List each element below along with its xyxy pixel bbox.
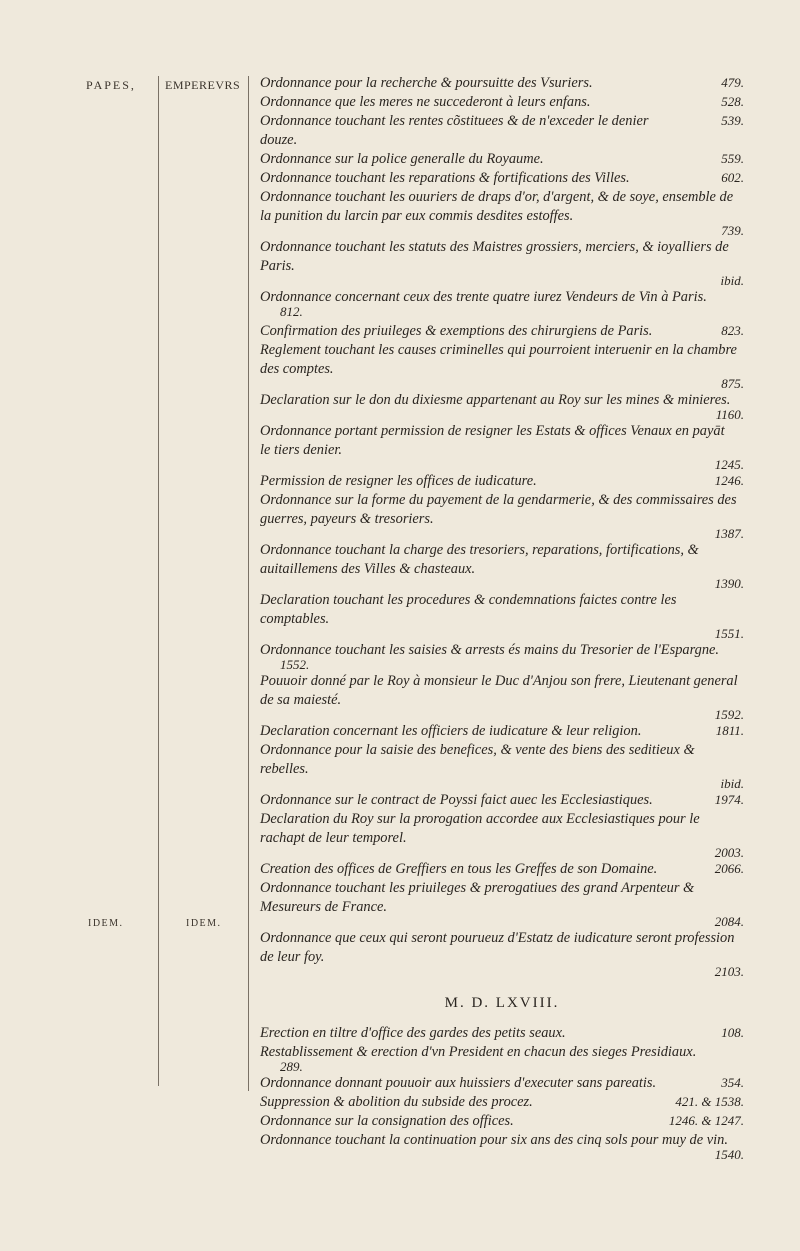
entry: Ordonnance que ceux qui seront pourueuz d'Estatz de iudicature seront profession de leur foy. 2103.	[260, 930, 744, 979]
empereurs-column-header: EMPEREVRS	[165, 78, 241, 92]
entry: Pouuoir donné par le Roy à monsieur le Duc d'Anjou son frere, Lieutenant general de sa maiesté. 1592.	[260, 673, 744, 722]
papes-column-header: PAPES,	[86, 78, 136, 92]
entry: Creation des offices de Greffiers en tous les Greffes de son Domaine. 2066.	[260, 861, 744, 877]
entry: Ordonnance touchant les ouuriers de draps d'or, d'argent, & de soye, ensemble de la punition du larcin par eux commis desdites estoffes. 739.	[260, 189, 744, 238]
entry: Ordonnance concernant ceux des trente quatre iurez Vendeurs de Vin à Paris. 812.	[260, 289, 707, 319]
entry: Ordonnance touchant les statuts des Maistres grossiers, merciers, & ioyalliers de Paris. ibid.	[260, 239, 744, 288]
idem-papes: IDEM.	[88, 918, 124, 929]
entry: Restablissement & erection d'vn President en chacun des sieges Presidiaux. 289.	[260, 1044, 697, 1074]
entry: Suppression & abolition du subside des procez. 421. & 1538.	[260, 1094, 744, 1110]
entry: Ordonnance sur la police generalle du Royaume. 559.	[260, 151, 744, 167]
entry: Ordonnance donnant pouuoir aux huissiers d'executer sans pareatis. 354.	[260, 1075, 744, 1091]
entry: Ordonnance sur la consignation des offices. 1246. & 1247.	[260, 1113, 744, 1129]
entry: Erection en tiltre d'office des gardes des petits seaux. 108.	[260, 1025, 744, 1041]
column-rule-left	[158, 76, 159, 1086]
column-rule-right	[248, 76, 249, 1091]
entry: Ordonnance touchant les priuileges & prerogatiues des grand Arpenteur & Mesureurs de France. 2084.	[260, 880, 744, 929]
entry: Ordonnance pour la recherche & poursuitte des Vsuriers. 479.	[260, 75, 744, 91]
entry: Ordonnance touchant la continuation pour six ans des cinq sols pour muy de vin. 1540.	[260, 1132, 744, 1162]
entry: Confirmation des priuileges & exemptions des chirurgiens de Paris. 823.	[260, 323, 744, 339]
entry: Permission de resigner les offices de iudicature. 1246.	[260, 473, 744, 489]
entry: Ordonnance touchant la charge des tresoriers, reparations, fortifications, & auitaillemens des Villes & chasteaux. 1390.	[260, 542, 744, 591]
entry: Declaration sur le don du dixiesme appartenant au Roy sur les mines & minieres. 1160.	[260, 392, 744, 422]
entry: Ordonnance portant permission de resigner les Estats & offices Venaux en payāt le tiers denier. 1245.	[260, 423, 744, 472]
entry: Reglement touchant les causes criminelles qui pourroient interuenir en la chambre des comptes. 875.	[260, 342, 744, 391]
entry: Declaration du Roy sur la prorogation accordee aux Ecclesiastiques pour le rachapt de leur temporel. 2003.	[260, 811, 744, 860]
ordinance-list	[260, 74, 744, 1162]
entry: Ordonnance que les meres ne succederont à leurs enfans. 528.	[260, 94, 744, 110]
entry: Ordonnance touchant les saisies & arrests és mains du Tresorier de l'Espargne. 1552.	[260, 642, 720, 672]
idem-empereurs: IDEM.	[186, 918, 222, 929]
entry: Declaration concernant les officiers de iudicature & leur religion. 1811.	[260, 723, 744, 739]
entry: Ordonnance sur la forme du payement de la gendarmerie, & des commissaires des guerres, payeurs & tresoriers. 1387.	[260, 492, 744, 541]
entry: Ordonnance sur le contract de Poyssi faict auec les Ecclesiastiques. 1974.	[260, 792, 744, 808]
entry: Ordonnance touchant les reparations & fortifications des Villes. 602.	[260, 170, 744, 186]
entry: Declaration touchant les procedures & condemnations faictes contre les comptables. 1551.	[260, 592, 744, 641]
entry: Ordonnance touchant les rentes cõstituees & de n'exceder le denier douze. 539.	[260, 113, 744, 148]
entry: Ordonnance pour la saisie des benefices, & vente des biens des seditieux & rebelles. ibid.	[260, 742, 744, 791]
year-heading: M. D. LXVIII.	[444, 995, 560, 1011]
